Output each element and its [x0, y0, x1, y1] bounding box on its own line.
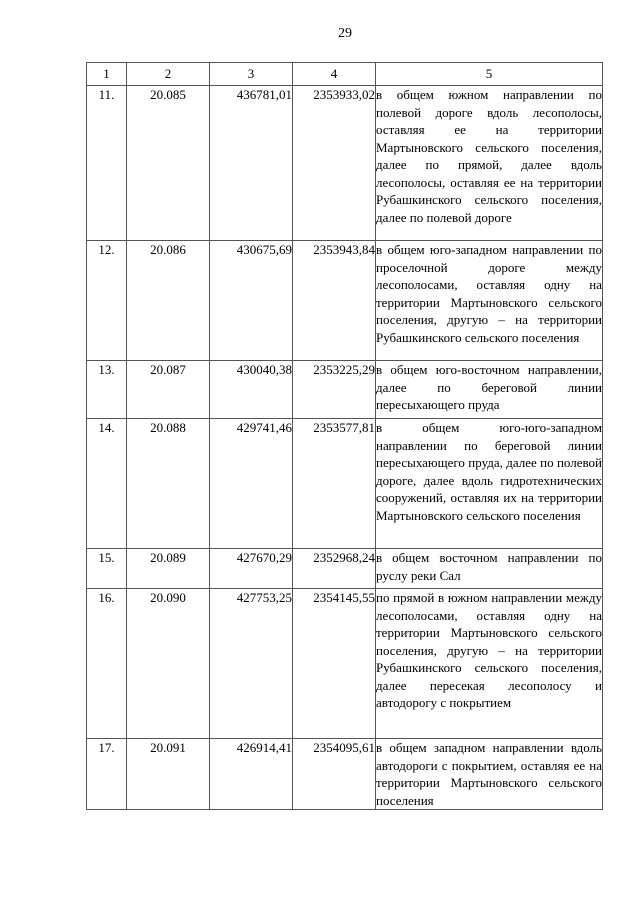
- point-id: 20.086: [127, 241, 210, 361]
- coordinate-y: 2354095,61: [293, 739, 376, 810]
- table-row: [87, 361, 603, 419]
- boundary-description: в общем южном направлении по полевой дороге вдоль лесополосы, оставляя ее на территории Мартыновского сельского поселения, далее по прямой, далее вдоль лесополосы, оставляя ее на территории Рубашкинского сельского поселения, далее по полевой дороге: [376, 86, 603, 241]
- point-id: 20.089: [127, 549, 210, 589]
- row-number: 15.: [87, 549, 127, 589]
- row-number: 12.: [87, 241, 127, 361]
- row-number: 17.: [87, 739, 127, 810]
- coordinate-y: 2354145,55: [293, 589, 376, 739]
- boundary-table: [86, 62, 603, 810]
- boundary-description: в общем восточном направлении по руслу реки Сал: [376, 549, 603, 589]
- table-row: [87, 419, 603, 549]
- boundary-description: в общем юго-юго-западном направлении по береговой линии пересыхающего пруда, далее по полевой дороге, далее вдоль гидротехнических сооружений, оставляя их на территории Мартыновского сельского поселения: [376, 419, 603, 549]
- row-number: 16.: [87, 589, 127, 739]
- header-row: [87, 63, 603, 86]
- column-header-2: 2: [127, 63, 210, 86]
- table-row: [87, 86, 603, 241]
- point-id: 20.085: [127, 86, 210, 241]
- coordinate-x: 429741,46: [210, 419, 293, 549]
- column-header-3: 3: [210, 63, 293, 86]
- row-number: 11.: [87, 86, 127, 241]
- point-id: 20.091: [127, 739, 210, 810]
- boundary-description: в общем юго-западном направлении по проселочной дороге между лесополосами, оставляя одну на территории Мартыновского сельского поселения, другую – на территории Рубашкинского сельского поселения: [376, 241, 603, 361]
- page-number: 29: [338, 26, 352, 41]
- row-number: 13.: [87, 361, 127, 419]
- coordinate-x: 430675,69: [210, 241, 293, 361]
- column-header-1: 1: [87, 63, 127, 86]
- table-row: [87, 549, 603, 589]
- point-id: 20.090: [127, 589, 210, 739]
- coordinate-y: 2353577,81: [293, 419, 376, 549]
- point-id: 20.088: [127, 419, 210, 549]
- coordinate-y: 2353933,02: [293, 86, 376, 241]
- coordinate-x: 426914,41: [210, 739, 293, 810]
- table-row: [87, 589, 603, 739]
- table-row: [87, 241, 603, 361]
- coordinate-y: 2353225,29: [293, 361, 376, 419]
- coordinate-x: 427670,29: [210, 549, 293, 589]
- point-id: 20.087: [127, 361, 210, 419]
- boundary-description: в общем западном направлении вдоль автодороги с покрытием, оставляя ее на территории Мартыновского сельского поселения: [376, 740, 602, 808]
- column-header-5: 5: [376, 63, 603, 86]
- coordinate-y: 2353943,84: [293, 241, 376, 361]
- row-number: 14.: [87, 419, 127, 549]
- coordinate-y: 2352968,24: [293, 549, 376, 589]
- coordinate-x: 427753,25: [210, 589, 293, 739]
- boundary-description: в общем юго-восточном направлении, далее по береговой линии пересыхающего пруда: [376, 361, 603, 419]
- column-header-4: 4: [293, 63, 376, 86]
- coordinate-x: 430040,38: [210, 361, 293, 419]
- table-row: [87, 739, 603, 810]
- boundary-description: по прямой в южном направлении между лесополосами, оставляя одну на территории Мартыновского сельского поселения, другую – на территории Рубашкинского сельского поселения, далее пересекая лесополосу и автодорогу с покрытием: [376, 589, 603, 739]
- coordinate-x: 436781,01: [210, 86, 293, 241]
